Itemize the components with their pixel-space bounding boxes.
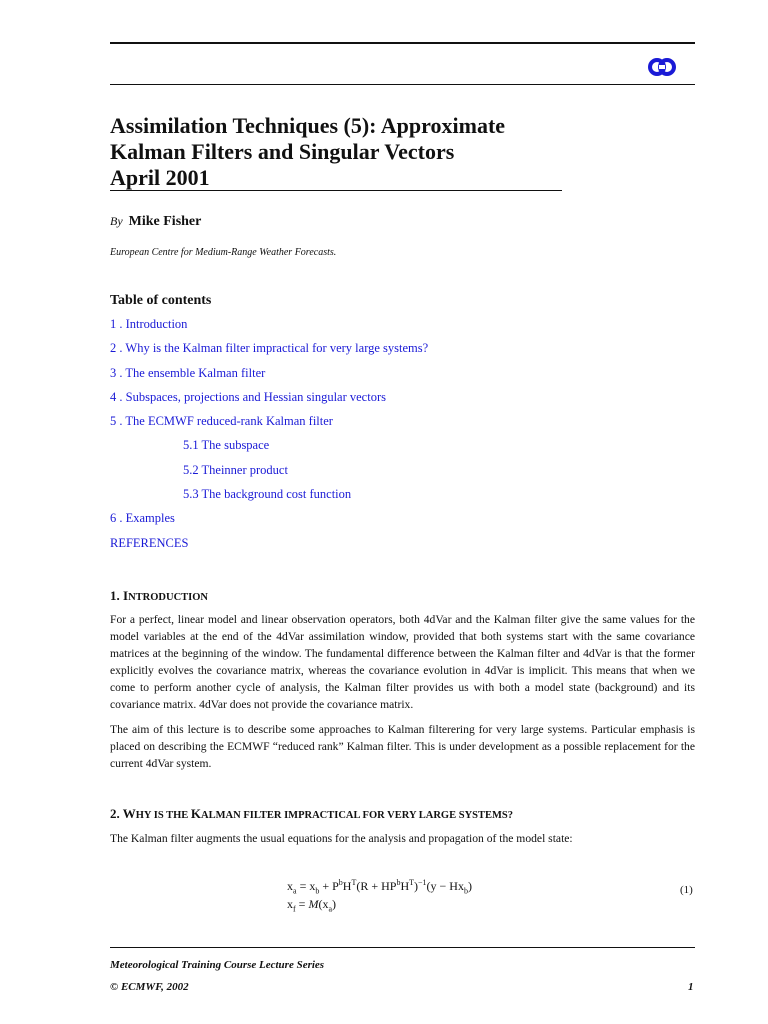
section-1-heading — [110, 588, 208, 604]
footer-page-number: 1 — [688, 981, 694, 993]
document-title — [110, 113, 505, 191]
toc-link-references[interactable]: REFERENCES — [110, 536, 189, 550]
footer-rule — [110, 947, 695, 948]
affiliation: European Centre for Medium-Range Weather Forecasts. — [110, 247, 337, 258]
footer-series: Meteorological Training Course Lecture Series — [110, 959, 325, 971]
section-2-title-k: K — [190, 806, 202, 821]
equation-number: (1) — [680, 884, 693, 896]
equation-line-1: $x_a = x_b + P^bH^T(R + HP^bH^T)^{-1}(y - Hx_b)$ — [287, 878, 472, 896]
section-2-title-a: HY IS THE — [135, 810, 191, 821]
toc-link-subspace[interactable]: 5.1 The subspace — [183, 438, 270, 452]
author-name: Mike Fisher — [128, 214, 202, 229]
title-line-3: April 2001 — [110, 165, 210, 190]
toc-link-introduction[interactable]: 1 . Introduction — [110, 317, 188, 331]
title-underline — [110, 190, 562, 191]
toc-link-reduced-rank[interactable]: 5 . The ECMWF reduced-rank Kalman filter — [110, 414, 333, 428]
toc-link-inner-product[interactable]: 5.2 Theinner product — [183, 463, 288, 477]
by-label: By — [110, 214, 123, 228]
section-1-number: 1. I — [110, 588, 129, 603]
section-2-heading — [110, 806, 513, 822]
section-2-intro: The Kalman filter augments the usual equations for the analysis and propagation of the model state: — [110, 832, 573, 845]
title-line-1: Assimilation Techniques (5): Approximate — [110, 113, 506, 138]
ecmwf-logo-icon — [648, 57, 676, 77]
header-top-rule — [110, 42, 695, 44]
toc-heading: Table of contents — [110, 293, 212, 308]
toc-link-background-cost[interactable]: 5.3 The background cost function — [183, 487, 352, 501]
section-1-title: NTRODUCTION — [128, 592, 208, 603]
toc-link-kalman-impractical[interactable]: 2 . Why is the Kalman filter impractical for very large systems? — [110, 341, 429, 355]
title-line-2: Kalman Filters and Singular Vectors — [110, 139, 455, 164]
section-2-title-b: ALMAN FILTER IMPRACTICAL FOR VERY LARGE SYSTEMS? — [201, 810, 514, 821]
toc-link-examples[interactable]: 6 . Examples — [110, 511, 175, 525]
byline — [110, 214, 201, 230]
section-1-paragraph-1: For a perfect, linear model and linear observation operators, both 4dVar and the Kalman filter give the same values for the model variables at the end of the 4dVar assimilation window, provided that both systems start with the same covariance matrices at the beginning of the window. The fundamental difference between the Kalman filter and 4dVar is that the former explicitly evolves the covariance matrix, whereas the covariance evolution in 4dVar is implicit. This means that when we come to perform another cycle of analysis, the Kalman filter provides us with both a model state (background) and its covariance matrix. 4dVar does not provide the covariance matrix. — [110, 613, 695, 711]
toc-link-ensemble-kalman[interactable]: 3 . The ensemble Kalman filter — [110, 366, 266, 380]
equation-line-2: $x_f = M(x_a)$ — [287, 897, 337, 914]
section-2-number: 2. W — [110, 806, 136, 821]
section-1-paragraph-2: The aim of this lecture is to describe some approaches to Kalman filterering for very large systems. Particular emphasis is placed on describing the ECMWF “reduced rank” Kalman filter. This is under development as a possible replacement for the current 4dVar system. — [110, 723, 695, 770]
header-bottom-rule — [110, 84, 695, 85]
footer-copyright: © ECMWF, 2002 — [110, 981, 189, 993]
toc-link-subspaces[interactable]: 4 . Subspaces, projections and Hessian singular vectors — [110, 390, 386, 404]
